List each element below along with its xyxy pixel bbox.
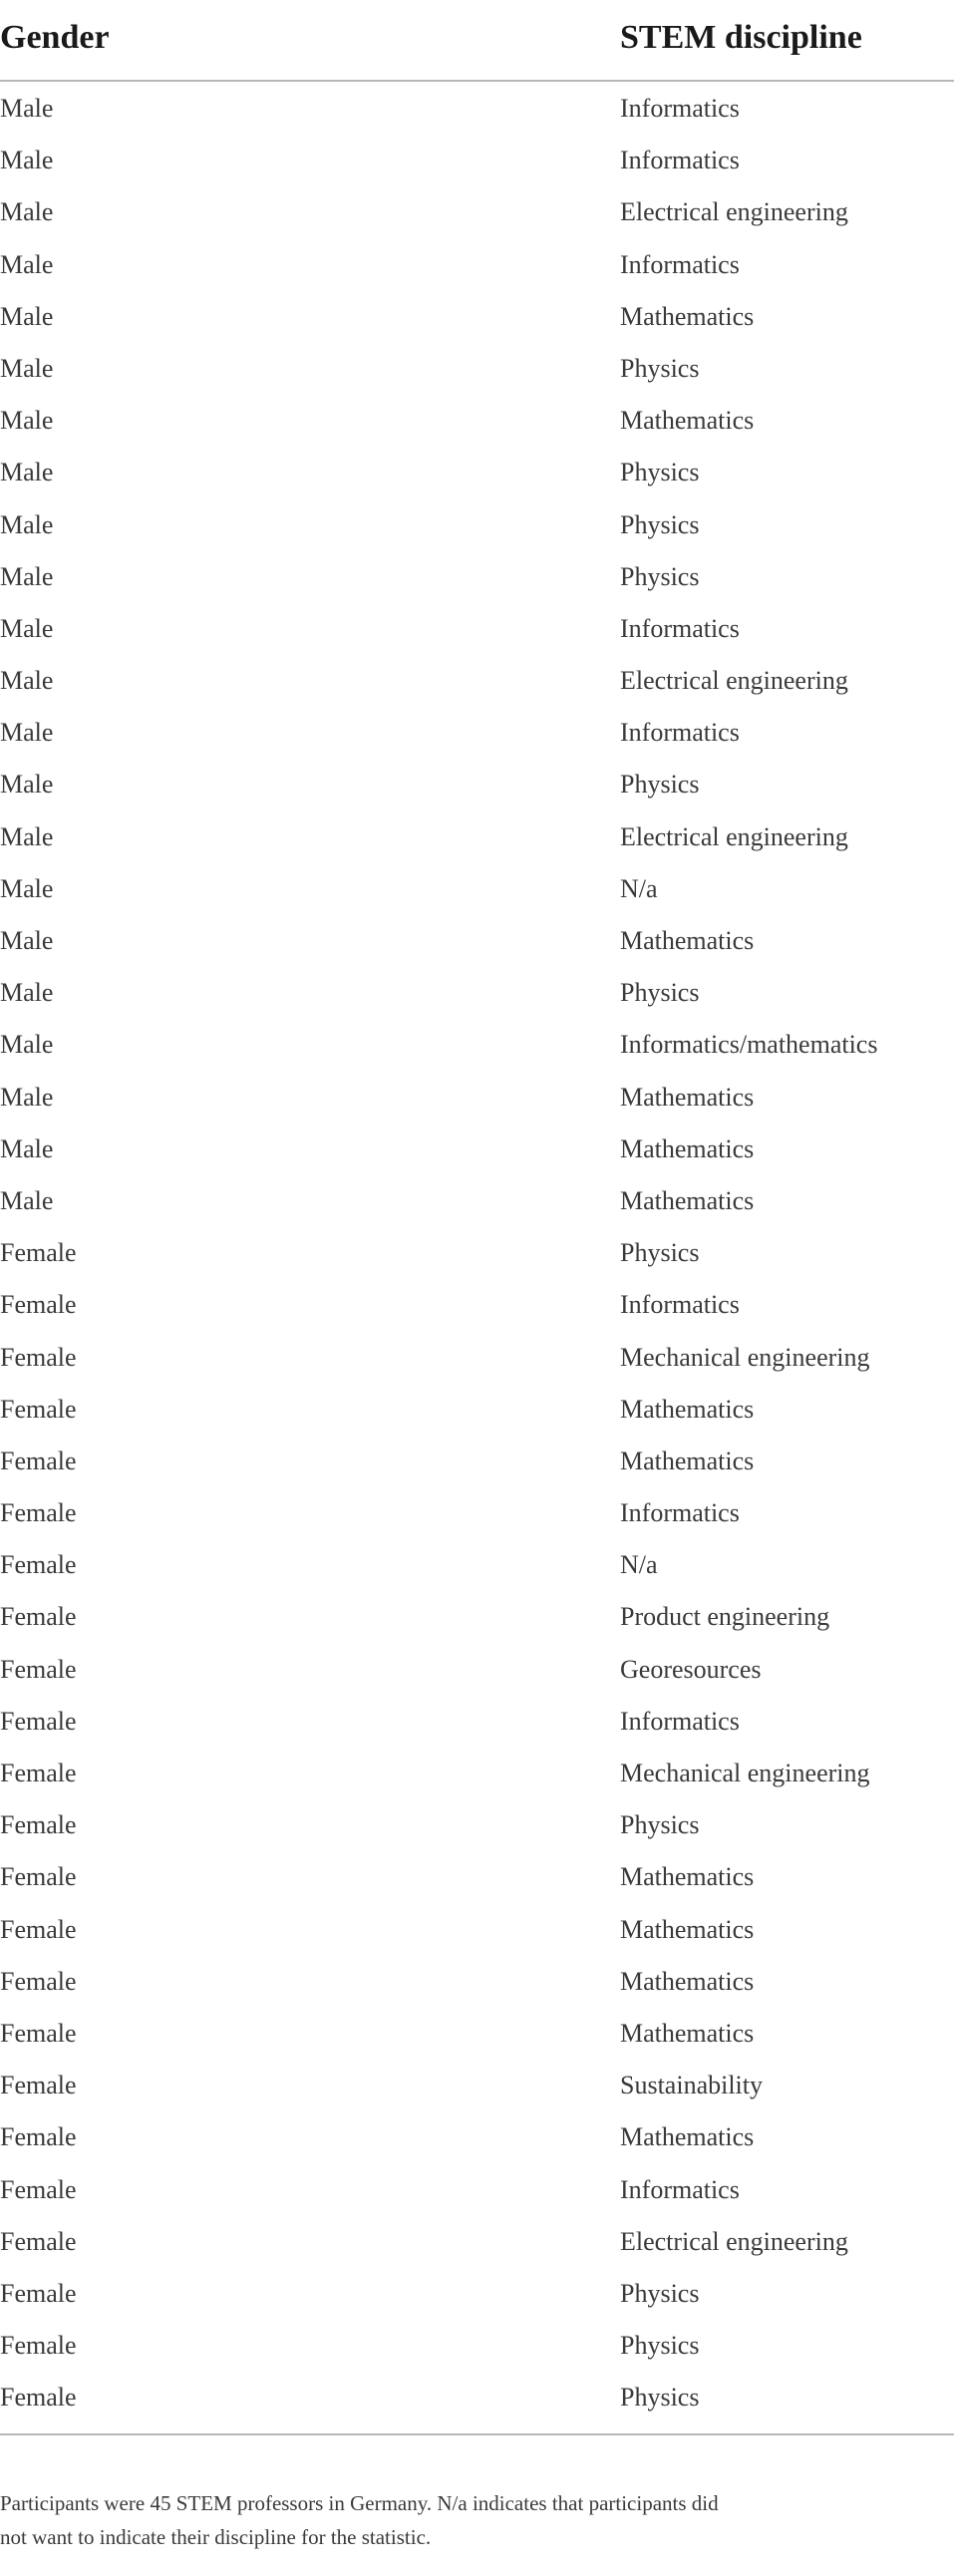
cell-gender: Female bbox=[0, 1654, 77, 1684]
cell-gender: Male bbox=[0, 666, 54, 696]
cell-stem-discipline: Informatics bbox=[620, 146, 740, 175]
cell-gender: Female bbox=[0, 2018, 77, 2048]
cell-stem-discipline: N/a bbox=[620, 1550, 658, 1580]
table-row bbox=[0, 1486, 954, 1538]
table-row bbox=[0, 1695, 954, 1747]
cell-stem-discipline: Informatics bbox=[620, 613, 740, 643]
cell-stem-discipline: Informatics bbox=[620, 249, 740, 279]
cell-gender: Male bbox=[0, 406, 54, 436]
table-row bbox=[0, 498, 954, 550]
table-row bbox=[0, 342, 954, 394]
table-row bbox=[0, 1903, 954, 1955]
cell-stem-discipline: Mathematics bbox=[620, 406, 755, 436]
table-row bbox=[0, 1383, 954, 1435]
cell-gender: Female bbox=[0, 1446, 77, 1475]
table-row bbox=[0, 134, 954, 185]
cell-gender: Female bbox=[0, 1706, 77, 1736]
cell-gender: Female bbox=[0, 1810, 77, 1840]
table-row bbox=[0, 2110, 954, 2162]
cell-stem-discipline: Mechanical engineering bbox=[620, 1759, 870, 1787]
table-row bbox=[0, 446, 954, 497]
cell-stem-discipline: Mechanical engineering bbox=[620, 1342, 870, 1372]
cell-stem-discipline: N/a bbox=[620, 873, 658, 903]
cell-gender: Female bbox=[0, 2383, 77, 2413]
table-row bbox=[0, 238, 954, 290]
table-row bbox=[0, 2163, 954, 2215]
table-row bbox=[0, 2007, 954, 2059]
cell-stem-discipline: Mathematics bbox=[620, 1914, 755, 1944]
table-row bbox=[0, 1018, 954, 1070]
cell-gender: Male bbox=[0, 613, 54, 643]
cell-stem-discipline: Mathematics bbox=[620, 1966, 755, 1996]
cell-stem-discipline: Mathematics bbox=[620, 1446, 755, 1475]
cell-gender: Female bbox=[0, 1342, 77, 1372]
cell-stem-discipline: Electrical engineering bbox=[620, 821, 848, 851]
cell-stem-discipline: Physics bbox=[620, 2278, 700, 2308]
table-row bbox=[0, 82, 954, 134]
table-row bbox=[0, 1071, 954, 1123]
cell-gender: Female bbox=[0, 2174, 77, 2204]
table-row bbox=[0, 966, 954, 1018]
table-row bbox=[0, 1798, 954, 1850]
cell-gender: Female bbox=[0, 2122, 77, 2152]
cell-gender: Male bbox=[0, 926, 54, 955]
cell-stem-discipline: Mathematics bbox=[620, 301, 755, 331]
table-footnote bbox=[0, 2486, 954, 2554]
cell-gender: Female bbox=[0, 2331, 77, 2361]
cell-gender: Female bbox=[0, 1394, 77, 1424]
cell-stem-discipline: Physics bbox=[620, 509, 700, 539]
table-row bbox=[0, 758, 954, 809]
cell-stem-discipline: Product engineering bbox=[620, 1602, 830, 1632]
table-row bbox=[0, 1850, 954, 1902]
cell-gender: Male bbox=[0, 821, 54, 851]
table-row bbox=[0, 1643, 954, 1695]
table-row bbox=[0, 602, 954, 654]
cell-gender: Female bbox=[0, 1862, 77, 1892]
table-row bbox=[0, 1278, 954, 1330]
cell-stem-discipline: Physics bbox=[620, 978, 700, 1008]
cell-gender: Male bbox=[0, 978, 54, 1008]
cell-stem-discipline: Georesources bbox=[620, 1654, 762, 1684]
cell-gender: Male bbox=[0, 249, 54, 279]
table-row bbox=[0, 2371, 954, 2422]
cell-gender: Male bbox=[0, 1030, 54, 1060]
cell-gender: Male bbox=[0, 1082, 54, 1112]
table-row bbox=[0, 2215, 954, 2267]
cell-stem-discipline: Physics bbox=[620, 353, 700, 383]
cell-stem-discipline: Electrical engineering bbox=[620, 197, 848, 227]
cell-gender: Female bbox=[0, 1498, 77, 1528]
cell-stem-discipline: Mathematics bbox=[620, 2122, 755, 2152]
cell-gender: Male bbox=[0, 197, 54, 227]
cell-stem-discipline: Electrical engineering bbox=[620, 666, 848, 696]
cell-stem-discipline: Mathematics bbox=[620, 1862, 755, 1892]
cell-stem-discipline: Informatics bbox=[620, 94, 740, 123]
cell-gender: Male bbox=[0, 1185, 54, 1215]
table-row bbox=[0, 2319, 954, 2371]
cell-stem-discipline: Physics bbox=[620, 1238, 700, 1268]
cell-stem-discipline: Sustainability bbox=[620, 2071, 763, 2100]
header-stem-discipline: STEM discipline bbox=[620, 19, 862, 56]
cell-gender: Male bbox=[0, 301, 54, 331]
cell-gender: Female bbox=[0, 1290, 77, 1320]
footnote-line-1: Participants were 45 STEM professors in Germany. N/a indicates that participants did bbox=[0, 2491, 719, 2515]
cell-gender: Female bbox=[0, 1550, 77, 1580]
table-row bbox=[0, 550, 954, 602]
cell-stem-discipline: Physics bbox=[620, 2383, 700, 2413]
cell-stem-discipline: Informatics bbox=[620, 1706, 740, 1736]
cell-gender: Male bbox=[0, 146, 54, 175]
cell-gender: Male bbox=[0, 770, 54, 800]
cell-stem-discipline: Mathematics bbox=[620, 1185, 755, 1215]
table-row bbox=[0, 1538, 954, 1590]
cell-stem-discipline: Informatics bbox=[620, 1290, 740, 1320]
cell-stem-discipline: Mathematics bbox=[620, 1082, 755, 1112]
table-row bbox=[0, 2267, 954, 2319]
cell-stem-discipline: Physics bbox=[620, 561, 700, 591]
table-row bbox=[0, 706, 954, 758]
cell-stem-discipline: Informatics/mathematics bbox=[620, 1030, 878, 1060]
cell-gender: Female bbox=[0, 1602, 77, 1632]
table-row bbox=[0, 1226, 954, 1278]
cell-gender: Female bbox=[0, 2278, 77, 2308]
table-row bbox=[0, 654, 954, 706]
cell-stem-discipline: Informatics bbox=[620, 2174, 740, 2204]
cell-stem-discipline: Electrical engineering bbox=[620, 2226, 848, 2256]
cell-stem-discipline: Physics bbox=[620, 770, 700, 800]
table-row bbox=[0, 1955, 954, 2007]
cell-gender: Female bbox=[0, 1914, 77, 1944]
table-row bbox=[0, 290, 954, 342]
cell-gender: Female bbox=[0, 1966, 77, 1996]
table-row bbox=[0, 185, 954, 237]
cell-gender: Male bbox=[0, 718, 54, 748]
cell-gender: Female bbox=[0, 2226, 77, 2256]
footnote-line-2: not want to indicate their discipline for the statistic. bbox=[0, 2525, 432, 2549]
cell-gender: Male bbox=[0, 458, 54, 487]
header-gender: Gender bbox=[0, 19, 110, 56]
cell-gender: Female bbox=[0, 1238, 77, 1268]
table-header bbox=[0, 0, 954, 82]
table-row bbox=[0, 1590, 954, 1642]
table-row bbox=[0, 1435, 954, 1486]
cell-gender: Male bbox=[0, 561, 54, 591]
cell-stem-discipline: Physics bbox=[620, 2331, 700, 2361]
cell-gender: Male bbox=[0, 353, 54, 383]
cell-gender: Male bbox=[0, 94, 54, 123]
cell-stem-discipline: Informatics bbox=[620, 718, 740, 748]
cell-stem-discipline: Mathematics bbox=[620, 926, 755, 955]
cell-stem-discipline: Physics bbox=[620, 1810, 700, 1840]
table-row bbox=[0, 1747, 954, 1798]
table-row bbox=[0, 810, 954, 862]
table-row bbox=[0, 914, 954, 966]
cell-gender: Female bbox=[0, 1759, 77, 1787]
table-body bbox=[0, 82, 954, 2422]
table-row bbox=[0, 394, 954, 446]
cell-stem-discipline: Mathematics bbox=[620, 1133, 755, 1163]
table-row bbox=[0, 2059, 954, 2110]
cell-gender: Male bbox=[0, 1133, 54, 1163]
cell-stem-discipline: Informatics bbox=[620, 1498, 740, 1528]
cell-stem-discipline: Physics bbox=[620, 458, 700, 487]
table-row bbox=[0, 1123, 954, 1174]
table-row bbox=[0, 862, 954, 914]
cell-gender: Male bbox=[0, 509, 54, 539]
table-row bbox=[0, 1331, 954, 1383]
cell-stem-discipline: Mathematics bbox=[620, 2018, 755, 2048]
cell-stem-discipline: Mathematics bbox=[620, 1394, 755, 1424]
table-bottom-divider bbox=[0, 2433, 954, 2435]
cell-gender: Female bbox=[0, 2071, 77, 2100]
cell-gender: Male bbox=[0, 873, 54, 903]
table-row bbox=[0, 1174, 954, 1226]
